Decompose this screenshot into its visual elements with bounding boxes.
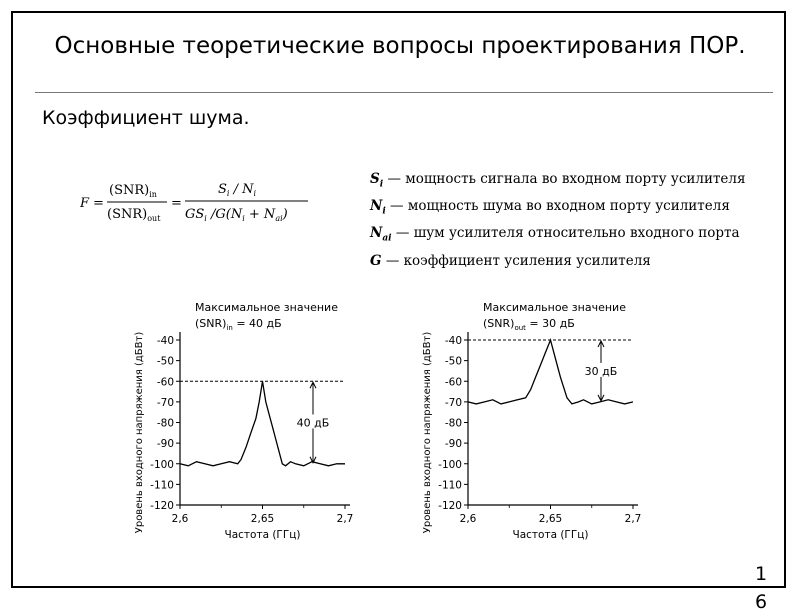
snr-marker-label: 40 дБ: [296, 416, 330, 430]
chart-annotation-line2: $(SNR)_{out} = 30$ дБ: [483, 317, 575, 332]
y-tick-label: -120: [150, 500, 174, 512]
definition-item: G — коэффициент усиления усилителя: [370, 252, 651, 269]
y-tick-label: -110: [438, 479, 462, 492]
y-tick-label: -90: [444, 438, 462, 451]
symbol-definitions: [370, 169, 746, 278]
x-tick-label: 2,7: [624, 513, 642, 525]
formula-den1: $(SNR)_{out}$: [107, 207, 161, 223]
noise-figure-formula: [80, 178, 310, 228]
title-divider: [35, 92, 773, 93]
formula-num2: $S_i / N_i$: [218, 182, 257, 198]
y-tick-label: -50: [156, 355, 174, 368]
y-tick-label: -110: [150, 479, 174, 492]
output-snr-chart: [418, 290, 643, 550]
formula-den2: $GS_i$ $/G(N_i + N_{ai})$: [185, 207, 288, 223]
y-tick-label: -100: [438, 458, 462, 471]
y-tick-label: -90: [156, 438, 174, 451]
formula-num1: $(SNR)_{in}$: [109, 183, 157, 199]
y-tick-label: -60: [444, 376, 462, 389]
slide-title: Основные теоретические вопросы проектирования ПОР.: [54, 33, 746, 59]
chart-annotation-line1: Максимальное значение: [483, 301, 626, 314]
definition-item: $S_i$ — мощность сигнала во входном порту усилителя: [370, 171, 746, 190]
y-tick-label: -80: [444, 417, 462, 430]
input-snr-chart: [130, 290, 355, 550]
y-tick-label: -70: [444, 396, 462, 409]
slide-subtitle: Коэффициент шума.: [42, 107, 250, 129]
x-axis-label: Частота (ГГц): [512, 529, 589, 541]
formula-eq: =: [93, 196, 104, 211]
definition-item: $N_i$ — мощность шума во входном порту усилителя: [370, 198, 730, 217]
x-tick-label: 2,65: [538, 513, 563, 525]
x-tick-label: 2,7: [336, 513, 354, 525]
y-tick-label: -60: [156, 376, 174, 389]
x-tick-label: 2,6: [171, 513, 189, 525]
y-tick-label: -40: [156, 335, 174, 347]
x-tick-label: 2,65: [250, 513, 275, 525]
y-tick-label: -70: [156, 396, 174, 409]
y-axis-label: Уровень входного напряжения (дБВт): [134, 331, 145, 534]
x-tick-label: 2,6: [459, 513, 477, 525]
y-tick-label: -100: [150, 458, 174, 471]
y-tick-label: -40: [444, 335, 462, 347]
formula-lhs: F: [80, 196, 90, 211]
y-axis-label: Уровень входного напряжения (дБВт): [422, 331, 433, 534]
y-tick-label: -50: [444, 355, 462, 368]
y-tick-label: -120: [438, 500, 462, 512]
chart-annotation-line1: Максимальное значение: [195, 301, 338, 314]
x-axis-label: Частота (ГГц): [224, 529, 301, 541]
page-number: 1 6: [754, 563, 768, 613]
chart-annotation-line2: $(SNR)_{in} = 40$ дБ: [195, 317, 282, 332]
y-tick-label: -80: [156, 417, 174, 430]
definition-item: $N_{ai}$ — шум усилителя относительно входного порта: [370, 225, 740, 245]
slide-frame: [11, 11, 786, 588]
formula-eq2: =: [171, 196, 182, 211]
snr-marker-label: 30 дБ: [584, 364, 618, 378]
